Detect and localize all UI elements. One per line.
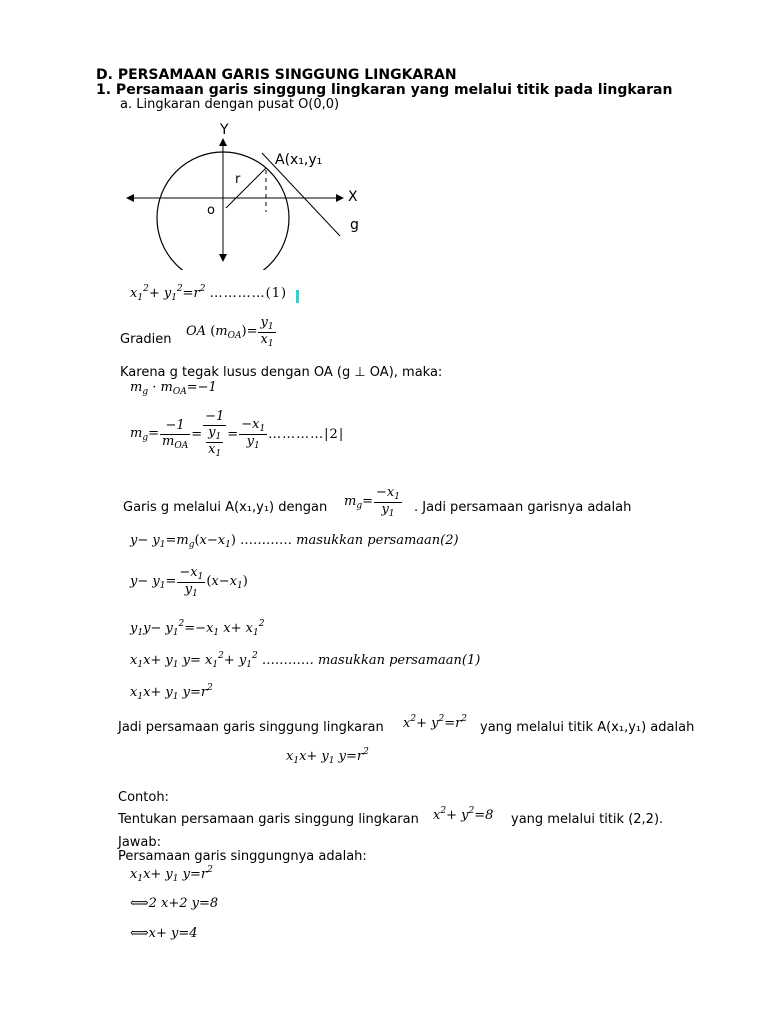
circle-equation-inline: $x^2+ y^2=r^2$ — [403, 714, 468, 731]
gradien-formula: OA $(m_{OA})=$ $\frac{y_1}{x_1}$ — [186, 315, 274, 350]
subheading: 1. Persamaan garis singgung lingkaran yang melalui titik pada lingkaran — [96, 82, 673, 98]
label-x: X — [348, 189, 358, 205]
garis-g-text: Garis g melalui A(x₁,y₁) dengan — [123, 500, 328, 515]
equation-tag-2: …………|2| — [268, 427, 345, 443]
jadi-persamaan-text: . Jadi persamaan garisnya adalah — [414, 500, 632, 515]
gradien-label: Gradien — [120, 332, 172, 347]
answer-general-form: $x_1x+ y_1$ $y=r^2$ — [130, 865, 213, 884]
jadi-suffix: yang melalui titik A(x₁,y₁) adalah — [480, 720, 695, 735]
derivation-step-3: $y_1y- y_1^2=-x_1$ $x+ x_1^2$ — [130, 619, 265, 638]
derivation-step-4: $x_1x+ y_1$ $y= x_1^2+ y_1^2$ ………… masukkan persamaan(1) — [130, 651, 481, 670]
answer-step-1: ⟺2 x+2 y=8 — [130, 896, 219, 911]
label-g: g — [350, 217, 359, 233]
gradient-g-formula: $m_g=$ $\frac{-1}{m_{OA}}$ = $\frac{-1}{\frac{y_1}{x_1}}$ = $\frac{-x_1}{y_1}$ …………|2| — [130, 409, 345, 460]
karena-text: Karena g tegak lusus dengan OA (g ⊥ OA), maka: — [120, 365, 443, 380]
tentukan-prefix: Tentukan persamaan garis singgung lingkaran — [118, 812, 419, 827]
label-y: Y — [220, 122, 229, 138]
equation-circle: $x_1^2+ y_1^2=r^2$ …………(1) — [130, 284, 288, 303]
text-cursor — [296, 290, 299, 303]
label-a: A(x₁,y₁ — [275, 152, 323, 168]
radius-line-oa — [226, 168, 266, 208]
derivation-result: $x_1x+ y_1$ $y=r^2$ — [130, 683, 213, 702]
derivation-step-1: $y- y_1=m_g(x-x_1)$ ………… masukkan persamaan(2) — [130, 533, 459, 550]
label-r: r — [235, 172, 241, 187]
x-axis-left-arrow — [126, 194, 134, 202]
x-axis-right-arrow — [336, 194, 344, 202]
tangent-formula-result: $x_1x+ y_1$ $y=r^2$ — [286, 747, 369, 766]
label-o: o — [207, 203, 215, 218]
example-circle-equation: $x^2+ y^2=8$ — [433, 806, 494, 823]
y-axis-top-arrow — [219, 138, 227, 146]
perpendicular-product: $m_g \cdot m_{OA}=-1$ — [130, 380, 217, 397]
tentukan-suffix: yang melalui titik (2,2). — [511, 812, 664, 827]
circle-figure — [0, 0, 768, 270]
contoh-label: Contoh: — [118, 790, 169, 805]
item-a: a. Lingkaran dengan pusat O(0,0) — [120, 97, 340, 112]
masukkan-2-note: ………… masukkan persamaan(2) — [240, 533, 459, 548]
derivation-step-2: $y- y_1=$ $\frac{-x_1}{y_1}$ $(x-x_1)$ — [130, 565, 248, 600]
garis-g-gradient: $m_g=$ $\frac{-x_1}{y_1}$ — [344, 485, 400, 520]
jawab-label: Jawab: — [118, 835, 162, 850]
y-axis-bottom-arrow — [219, 254, 227, 262]
jadi-prefix: Jadi persamaan garis singgung lingkaran — [118, 720, 384, 735]
answer-step-2: ⟺x+ y=4 — [130, 926, 198, 941]
masukkan-1-note: ………… masukkan persamaan(1) — [261, 653, 481, 668]
persamaan-singgung-label: Persamaan garis singgungnya adalah: — [118, 849, 367, 864]
equation-tag-1: …………(1) — [209, 286, 288, 301]
section-heading: D. PERSAMAAN GARIS SINGGUNG LINGKARAN — [96, 67, 457, 83]
